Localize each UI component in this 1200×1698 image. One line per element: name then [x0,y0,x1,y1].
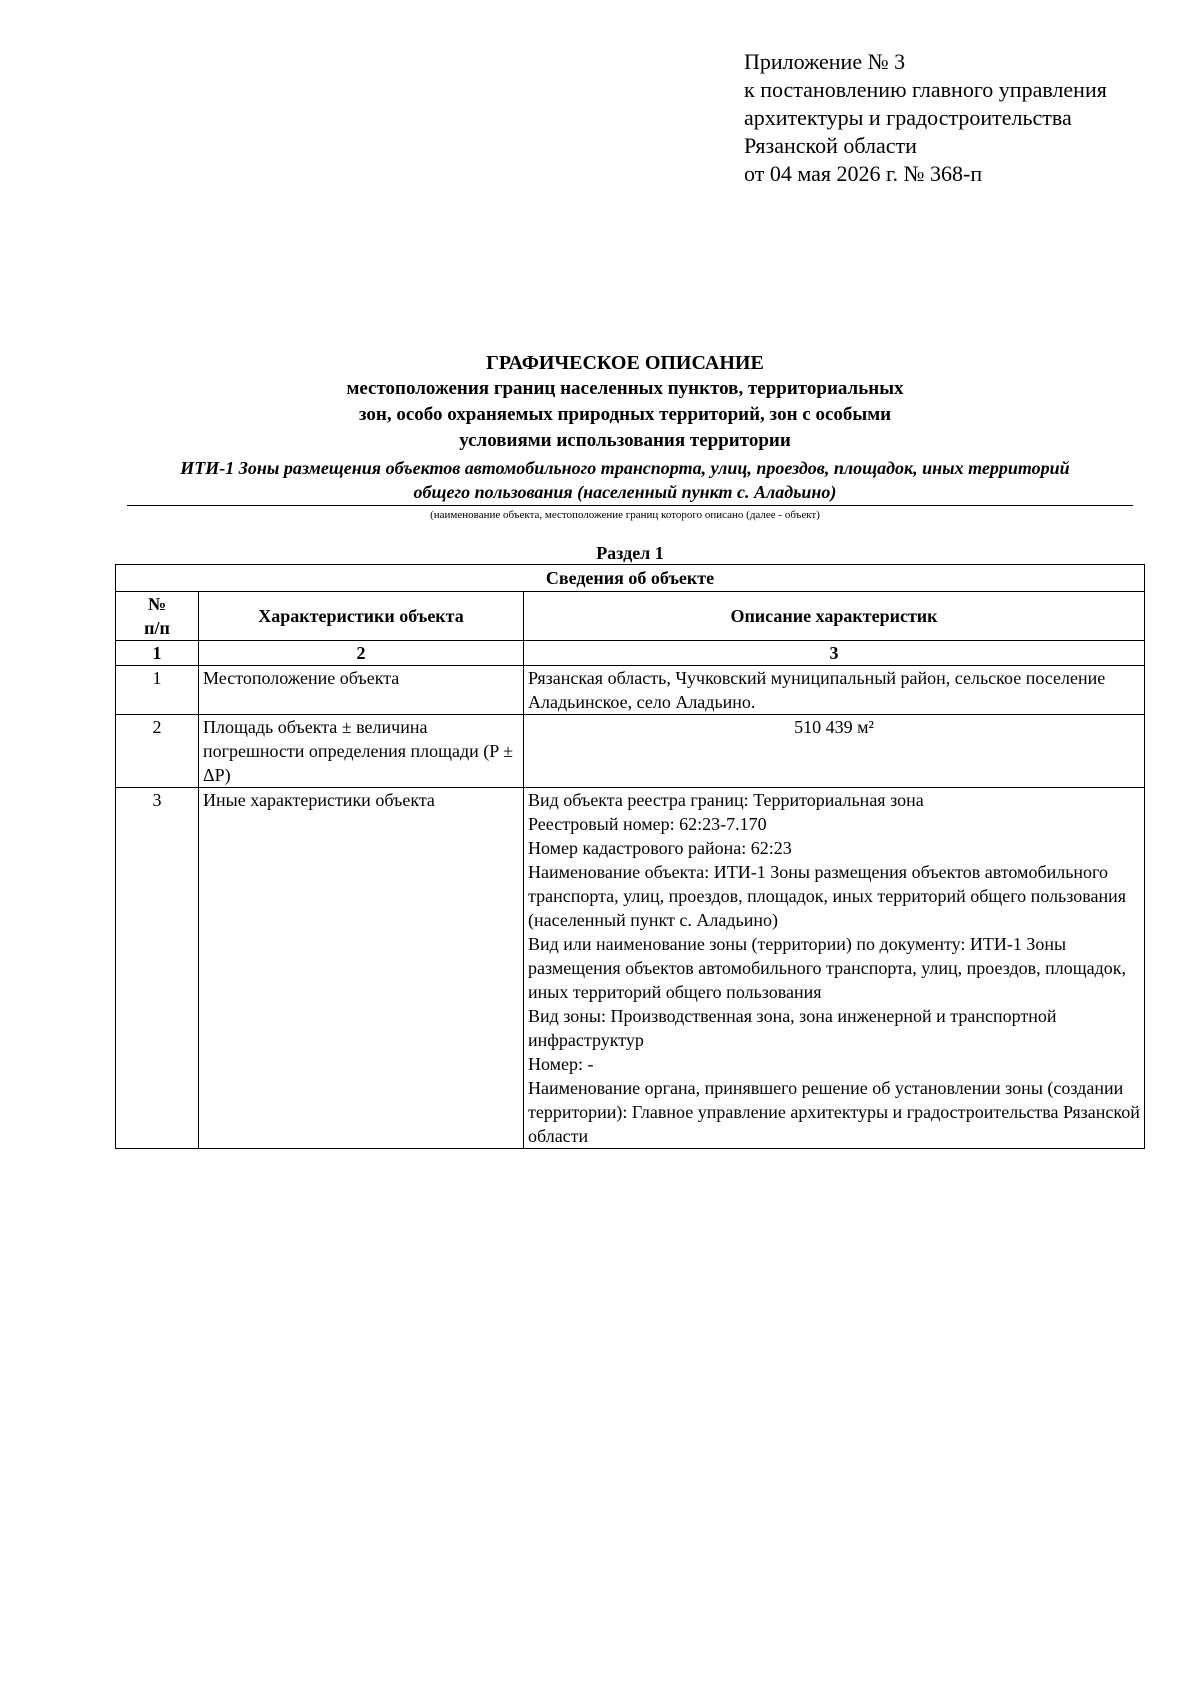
header-num [116,592,199,641]
appendix-line: архитектуры и градостроительства [744,105,1072,130]
table-title-row [116,565,1145,592]
document-title-block [120,350,1130,454]
description-line: Реестровый номер: 62:23-7.170 [528,814,767,834]
document-title: ГРАФИЧЕСКОЕ ОПИСАНИЕ [486,352,764,374]
column-number: 3 [524,641,1145,666]
header-num-line: № [147,594,167,614]
column-number: 1 [116,641,199,666]
row-characteristic: Иные характеристики объекта [199,788,524,1149]
row-number: 3 [116,788,199,1149]
object-name-line: общего пользования (населенный пункт с. Аладьино) [413,482,837,502]
appendix-block [744,48,1107,188]
document-subtitle-line: условиями использования территории [459,430,791,451]
object-info-table [115,564,1145,1149]
appendix-line: к постановлению главного управления [744,77,1107,102]
header-characteristic: Характеристики объекта [199,592,524,641]
table-row [116,715,1145,788]
description-line: Вид зоны: Производственная зона, зона инженерной и транспортной инфраструктур [528,1006,1057,1050]
row-description: 510 439 м² [524,715,1145,788]
appendix-line: Рязанской области [744,133,917,158]
column-number: 2 [199,641,524,666]
table-row [116,788,1145,1149]
row-description [524,788,1145,1149]
appendix-date-line: от 04 мая 2026 г. № 368-п [744,161,983,186]
object-caption: (наименование объекта, местоположение границ которого описано (далее - объект) [430,509,820,521]
column-number-row [116,641,1145,666]
row-description: Рязанская область, Чучковский муниципальный район, сельское поселение Аладьинское, село Аладьино. [524,666,1145,715]
appendix-line: Приложение № 3 [744,49,906,74]
description-line: Номер: - [528,1054,594,1074]
document-subtitle-line: зон, особо охраняемых природных территорий, зон с особыми [358,404,892,425]
row-characteristic: Местоположение объекта [199,666,524,715]
table-title: Сведения об объекте [116,565,1145,592]
description-line: Наименование органа, принявшего решение об установлении зоны (создании территории): Главное управление архитектуры и градостроительства Рязанской области [528,1078,1140,1146]
row-characteristic: Площадь объекта ± величина погрешности определения площади (P ± ΔP) [199,715,524,788]
header-num-line: п/п [144,618,170,638]
object-name-underline [127,505,1133,506]
description-line: Номер кадастрового района: 62:23 [528,838,792,858]
table-header-row [116,592,1145,641]
section-title: Раздел 1 [596,543,664,563]
row-number: 1 [116,666,199,715]
row-number: 2 [116,715,199,788]
header-description: Описание характеристик [524,592,1145,641]
description-line: Вид объекта реестра границ: Территориальная зона [528,790,924,810]
description-line: Вид или наименование зоны (территории) по документу: ИТИ-1 Зоны размещения объектов автомобильного транспорта, улиц, проездов, площадок, иных территорий общего пользования [528,934,1127,1002]
document-subtitle-line: местоположения границ населенных пунктов, территориальных [346,378,904,399]
table-row [116,666,1145,715]
object-name-line: ИТИ-1 Зоны размещения объектов автомобильного транспорта, улиц, проездов, площадок, иных территорий [180,458,1070,478]
description-line: Наименование объекта: ИТИ-1 Зоны размещения объектов автомобильного транспорта, улиц, проездов, площадок, иных территорий общего пользования (населенный пункт с. Аладьино) [528,862,1127,930]
object-name-block [120,456,1130,504]
